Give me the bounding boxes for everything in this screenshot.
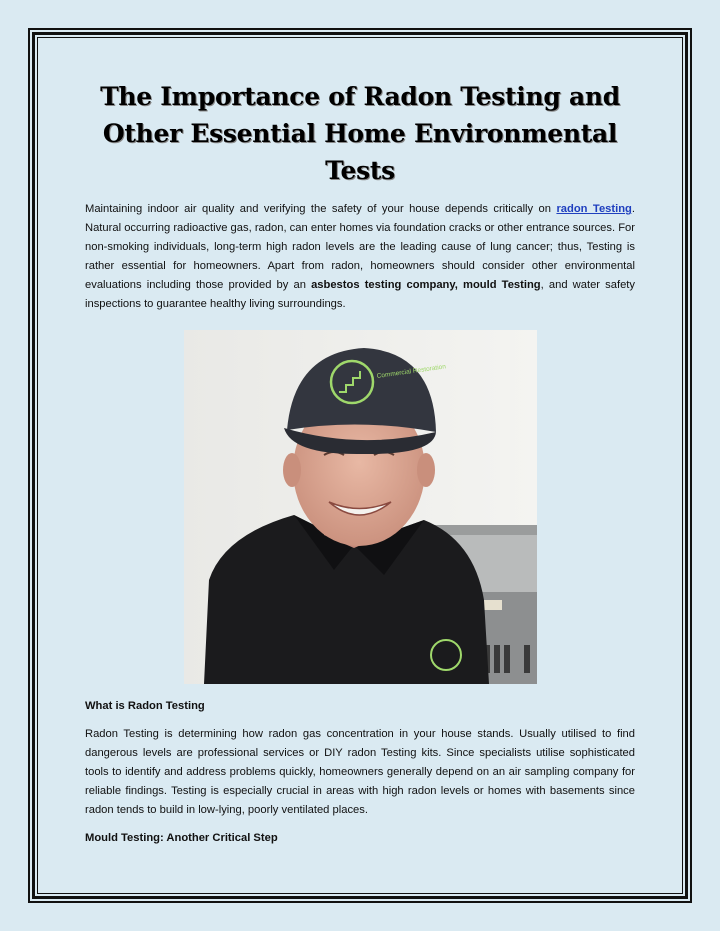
section-body-radon-testing: Radon Testing is determining how radon gas concentration in your house stands. Usually utilised to find dangerous levels are professional services or DIY radon Testing kits. Since specialists utilise sophisticated tools to identify and address problems quickly, homeowners generally depend on an air sampling company for reliable findings. Testing is especially crucial in areas with high radon levels or homes with basements since radon tends to build in low-lying, poorly ventilated places. xyxy=(85,728,635,816)
article xyxy=(85,78,635,848)
cap-logo-text: Commercial Restoration xyxy=(375,363,446,380)
article-title: The Importance of Radon Testing and Other Essential Home Environmental Tests xyxy=(100,82,620,185)
intro-paragraph xyxy=(85,200,635,314)
intro-text-1: Maintaining indoor air quality and verifying the safety of your house depends critically on xyxy=(85,203,557,215)
intro-bold-text: asbestos testing company, mould Testing xyxy=(311,279,541,291)
intro-text-3: , and water safety inspections to guarantee healthy living surroundings. xyxy=(85,279,635,310)
section-heading-what-is-radon-testing: What is Radon Testing xyxy=(85,700,205,712)
radon-testing-link[interactable]: radon Testing xyxy=(556,203,632,215)
technician-photo xyxy=(184,330,537,684)
intro-text-2: . Natural occurring radioactive gas, radon, can enter homes via foundation cracks or other entrance sources. For non-smoking individuals, long-term high radon levels are the leading cause of lung cancer; thus, Testing is rather essential for homeowners. Apart from radon, homeowners should consider other environmental evaluations including those provided by an xyxy=(85,203,635,291)
section-heading-mould-testing: Mould Testing: Another Critical Step xyxy=(85,832,278,844)
